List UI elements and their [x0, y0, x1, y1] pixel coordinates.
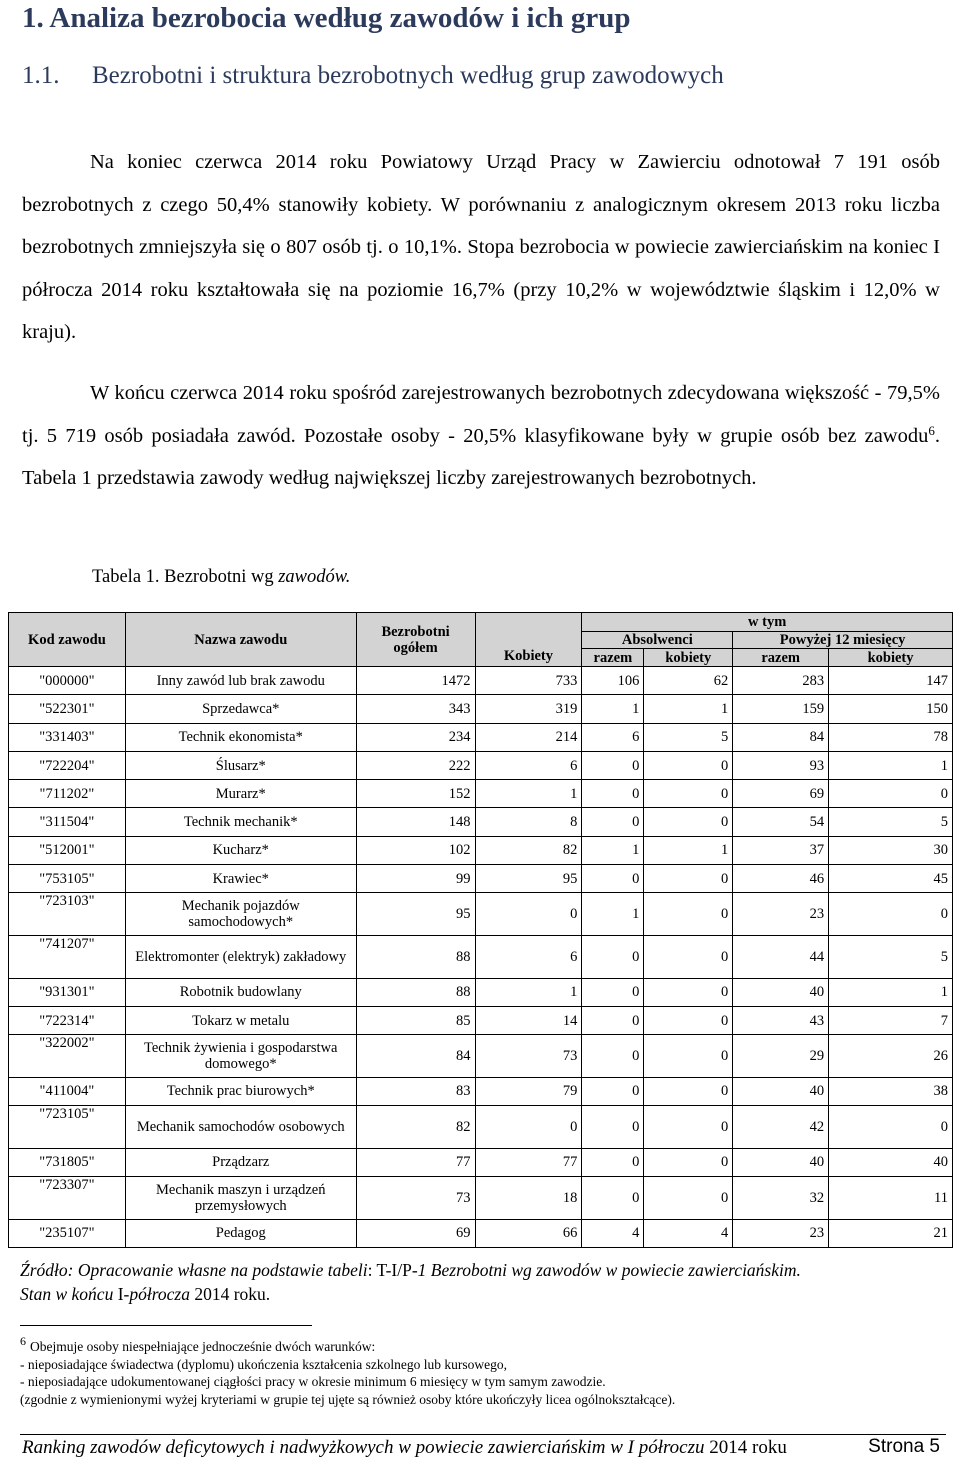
table-row — [9, 893, 953, 936]
cell-kobiety: 66 — [475, 1219, 582, 1247]
cell-dl-kobiety: 5 — [829, 808, 953, 836]
cell-abs-kobiety: 1 — [644, 695, 733, 723]
cell-ogolem: 234 — [356, 723, 475, 751]
cell-kod: "322002" — [9, 1035, 126, 1078]
source-d: I — [117, 1284, 124, 1304]
cell-kod: "331403" — [9, 723, 126, 751]
cell-dl-kobiety: 7 — [829, 1006, 953, 1034]
cell-kobiety: 8 — [475, 808, 582, 836]
cell-dl-kobiety: 0 — [829, 893, 953, 936]
cell-kobiety: 6 — [475, 751, 582, 779]
cell-kobiety: 18 — [475, 1176, 582, 1219]
cell-kod: "235107" — [9, 1219, 126, 1247]
cell-kobiety: 1 — [475, 978, 582, 1006]
cell-abs-kobiety: 5 — [644, 723, 733, 751]
table-row — [9, 723, 953, 751]
footnote-mark: 6 — [20, 1334, 26, 1348]
table-row — [9, 865, 953, 893]
cell-dl-kobiety: 0 — [829, 780, 953, 808]
header-absolwenci: Absolwenci — [582, 632, 733, 649]
footnote-separator — [20, 1325, 312, 1326]
cell-kobiety: 77 — [475, 1148, 582, 1176]
header-ogolem: Bezrobotni ogółem — [356, 613, 475, 667]
cell-dl-razem: 40 — [733, 1148, 829, 1176]
cell-abs-kobiety: 0 — [644, 1077, 733, 1105]
cell-dl-kobiety: 147 — [829, 667, 953, 695]
source-a: Źródło: Opracowanie własne na podstawie tabeli — [20, 1260, 368, 1280]
cell-abs-razem: 0 — [582, 1035, 644, 1078]
cell-nazwa: Technik prac biurowych* — [125, 1077, 356, 1105]
cell-kod: "311504" — [9, 808, 126, 836]
cell-nazwa: Mechanik samochodów osobowych — [125, 1106, 356, 1149]
cell-nazwa: Kucharz* — [125, 836, 356, 864]
caption-prefix: Tabela 1. Bezrobotni wg — [92, 567, 279, 587]
cell-ogolem: 1472 — [356, 667, 475, 695]
cell-kod: "722204" — [9, 751, 126, 779]
footnote-line-2: - nieposiadające świadectwa (dyplomu) ukończenia kształcenia szkolnego lub kursowego, — [20, 1356, 507, 1372]
cell-kobiety: 14 — [475, 1006, 582, 1034]
cell-kobiety: 0 — [475, 1106, 582, 1149]
cell-kod: "753105" — [9, 865, 126, 893]
header-w-tym: w tym — [582, 613, 953, 632]
cell-abs-razem: 0 — [582, 1006, 644, 1034]
cell-ogolem: 84 — [356, 1035, 475, 1078]
cell-abs-razem: 1 — [582, 695, 644, 723]
cell-kobiety: 82 — [475, 836, 582, 864]
cell-nazwa: Krawiec* — [125, 865, 356, 893]
table-row — [9, 1077, 953, 1105]
cell-abs-razem: 0 — [582, 1106, 644, 1149]
cell-nazwa: Murarz* — [125, 780, 356, 808]
cell-nazwa: Technik żywienia i gospodarstwa domowego* — [125, 1035, 356, 1078]
cell-kod: "723103" — [9, 893, 126, 936]
cell-dl-kobiety: 45 — [829, 865, 953, 893]
cell-abs-kobiety: 0 — [644, 808, 733, 836]
cell-ogolem: 73 — [356, 1176, 475, 1219]
cell-dl-razem: 32 — [733, 1176, 829, 1219]
cell-abs-kobiety: 0 — [644, 780, 733, 808]
header-abs-razem: razem — [582, 649, 644, 667]
cell-dl-razem: 23 — [733, 893, 829, 936]
cell-nazwa: Prządzarz — [125, 1148, 356, 1176]
cell-dl-kobiety: 0 — [829, 1106, 953, 1149]
cell-kobiety: 0 — [475, 893, 582, 936]
cell-dl-razem: 93 — [733, 751, 829, 779]
cell-abs-razem: 0 — [582, 751, 644, 779]
cell-dl-razem: 40 — [733, 978, 829, 1006]
cell-ogolem: 82 — [356, 1106, 475, 1149]
cell-nazwa: Pedagog — [125, 1219, 356, 1247]
section-heading: 1. Analiza bezrobocia według zawodów i ich grup — [22, 2, 631, 34]
table-row — [9, 1176, 953, 1219]
cell-abs-razem: 0 — [582, 1176, 644, 1219]
table-row — [9, 1106, 953, 1149]
cell-ogolem: 99 — [356, 865, 475, 893]
table-row — [9, 751, 953, 779]
paragraph-2 — [22, 372, 940, 500]
header-nazwa: Nazwa zawodu — [125, 613, 356, 667]
cell-abs-kobiety: 0 — [644, 1035, 733, 1078]
cell-dl-kobiety: 40 — [829, 1148, 953, 1176]
header-dl-razem: razem — [733, 649, 829, 667]
cell-abs-kobiety: 0 — [644, 893, 733, 936]
cell-dl-razem: 46 — [733, 865, 829, 893]
table-row — [9, 978, 953, 1006]
cell-nazwa: Technik ekonomista* — [125, 723, 356, 751]
cell-abs-razem: 1 — [582, 893, 644, 936]
footnote-line-3: - nieposiadające udokumentowanej ciągłości pracy w okresie minimum 6 miesięcy w tym samym zawodzie. — [20, 1374, 606, 1389]
footnote — [20, 1333, 950, 1408]
cell-ogolem: 222 — [356, 751, 475, 779]
cell-kobiety: 733 — [475, 667, 582, 695]
cell-kobiety: 73 — [475, 1035, 582, 1078]
cell-kobiety: 79 — [475, 1077, 582, 1105]
cell-ogolem: 152 — [356, 780, 475, 808]
cell-abs-razem: 0 — [582, 1077, 644, 1105]
cell-dl-kobiety: 26 — [829, 1035, 953, 1078]
header-dl-kobiety: kobiety — [829, 649, 953, 667]
footnote-line-4: (zgodnie z wymienionymi wyżej kryteriami w grupie tej ujęte są również osoby które ukończyły licea ogólnokształcące). — [20, 1391, 676, 1407]
source-note — [20, 1258, 820, 1306]
cell-abs-kobiety: 0 — [644, 1106, 733, 1149]
table-body — [9, 667, 953, 1248]
table-row — [9, 1219, 953, 1247]
cell-dl-razem: 37 — [733, 836, 829, 864]
subsection-title: Bezrobotni i struktura bezrobotnych według grup zawodowych — [92, 62, 724, 89]
cell-dl-kobiety: 38 — [829, 1077, 953, 1105]
cell-kod: "931301" — [9, 978, 126, 1006]
table-row — [9, 1035, 953, 1078]
cell-ogolem: 77 — [356, 1148, 475, 1176]
cell-kobiety: 1 — [475, 780, 582, 808]
page-number: Strona 5 — [868, 1436, 940, 1457]
cell-abs-razem: 1 — [582, 836, 644, 864]
footer-title-italic: Ranking zawodów deficytowych i nadwyżkowych w powiecie zawierciańskim w I półroczu — [22, 1437, 710, 1458]
cell-ogolem: 148 — [356, 808, 475, 836]
cell-dl-kobiety: 21 — [829, 1219, 953, 1247]
cell-kod: "741207" — [9, 935, 126, 978]
cell-nazwa: Sprzedawca* — [125, 695, 356, 723]
cell-dl-razem: 54 — [733, 808, 829, 836]
footer-separator — [20, 1434, 946, 1435]
cell-ogolem: 95 — [356, 893, 475, 936]
cell-kobiety: 319 — [475, 695, 582, 723]
cell-dl-razem: 159 — [733, 695, 829, 723]
cell-abs-kobiety: 0 — [644, 1148, 733, 1176]
cell-nazwa: Mechanik maszyn i urządzeń przemysłowych — [125, 1176, 356, 1219]
cell-nazwa: Tokarz w metalu — [125, 1006, 356, 1034]
cell-abs-kobiety: 62 — [644, 667, 733, 695]
cell-dl-razem: 42 — [733, 1106, 829, 1149]
cell-dl-razem: 29 — [733, 1035, 829, 1078]
cell-kobiety: 214 — [475, 723, 582, 751]
cell-dl-kobiety: 1 — [829, 751, 953, 779]
paragraph-1 — [22, 141, 940, 354]
subsection-heading — [22, 62, 724, 90]
header-kobiety: Kobiety — [475, 613, 582, 667]
cell-kod: "711202" — [9, 780, 126, 808]
cell-nazwa: Mechanik pojazdów samochodowych* — [125, 893, 356, 936]
table-row — [9, 935, 953, 978]
cell-abs-razem: 0 — [582, 935, 644, 978]
cell-dl-razem: 44 — [733, 935, 829, 978]
cell-abs-razem: 106 — [582, 667, 644, 695]
header-kod: Kod zawodu — [9, 613, 126, 667]
source-c: 1 Bezrobotni wg zawodów w powiecie zawierciańskim. Stan w końcu — [20, 1260, 801, 1304]
cell-kod: "731805" — [9, 1148, 126, 1176]
paragraph-1-text: Na koniec czerwca 2014 roku Powiatowy Urząd Pracy w Zawierciu odnotował 7 191 osób bezrobotnych z czego 50,4% stanowiły kobiety. W porównaniu z analogicznym okresem 2013 roku liczba bezrobotnych zmniejszyła się o 807 osób tj. o 10,1%. Stopa bezrobocia w powiecie zawierciańskim na koniec I półrocza 2014 roku kształtowała się na poziomie 16,7% (przy 10,2% w województwie śląskim i 12,0% w kraju). — [22, 151, 940, 343]
cell-kod: "722314" — [9, 1006, 126, 1034]
cell-abs-kobiety: 1 — [644, 836, 733, 864]
source-e: -półrocza — [123, 1284, 195, 1304]
cell-abs-kobiety: 0 — [644, 1006, 733, 1034]
unemployed-by-occupation-table — [8, 612, 953, 1248]
cell-abs-razem: 4 — [582, 1219, 644, 1247]
cell-dl-kobiety: 78 — [829, 723, 953, 751]
cell-nazwa: Robotnik budowlany — [125, 978, 356, 1006]
table-row — [9, 695, 953, 723]
footnote-reference[interactable]: 6 — [928, 422, 935, 438]
table-row — [9, 1148, 953, 1176]
cell-abs-razem: 0 — [582, 1148, 644, 1176]
cell-abs-kobiety: 0 — [644, 978, 733, 1006]
paragraph-2-text-b: . Tabela 1 przedstawia zawody według największej liczby zarejestrowanych bezrobotnych. — [22, 424, 940, 489]
header-abs-kobiety: kobiety — [644, 649, 733, 667]
cell-nazwa: Inny zawód lub brak zawodu — [125, 667, 356, 695]
cell-abs-razem: 0 — [582, 780, 644, 808]
cell-dl-razem: 84 — [733, 723, 829, 751]
cell-kod: "411004" — [9, 1077, 126, 1105]
table-caption — [92, 567, 350, 588]
cell-ogolem: 85 — [356, 1006, 475, 1034]
cell-nazwa: Technik mechanik* — [125, 808, 356, 836]
cell-kod: "723105" — [9, 1106, 126, 1149]
cell-dl-kobiety: 1 — [829, 978, 953, 1006]
cell-abs-razem: 6 — [582, 723, 644, 751]
cell-abs-kobiety: 4 — [644, 1219, 733, 1247]
cell-kobiety: 6 — [475, 935, 582, 978]
cell-abs-kobiety: 0 — [644, 1176, 733, 1219]
cell-dl-razem: 69 — [733, 780, 829, 808]
source-f: 2014 roku. — [194, 1284, 271, 1304]
table-row — [9, 1006, 953, 1034]
cell-abs-kobiety: 0 — [644, 751, 733, 779]
cell-dl-kobiety: 11 — [829, 1176, 953, 1219]
cell-abs-kobiety: 0 — [644, 865, 733, 893]
cell-nazwa: Ślusarz* — [125, 751, 356, 779]
cell-abs-razem: 0 — [582, 808, 644, 836]
cell-dl-kobiety: 5 — [829, 935, 953, 978]
subsection-number: 1.1. — [22, 62, 60, 89]
cell-abs-kobiety: 0 — [644, 935, 733, 978]
header-powyzej: Powyżej 12 miesięcy — [733, 632, 953, 649]
cell-ogolem: 83 — [356, 1077, 475, 1105]
table-row — [9, 836, 953, 864]
cell-ogolem: 343 — [356, 695, 475, 723]
source-b: : T-I/P- — [367, 1260, 418, 1280]
cell-dl-kobiety: 30 — [829, 836, 953, 864]
table-row — [9, 808, 953, 836]
cell-dl-razem: 40 — [733, 1077, 829, 1105]
table-row — [9, 667, 953, 695]
cell-ogolem: 88 — [356, 935, 475, 978]
cell-kod: "522301" — [9, 695, 126, 723]
footer-title-year: 2014 roku — [709, 1437, 787, 1458]
cell-kod: "512001" — [9, 836, 126, 864]
caption-italic: zawodów. — [278, 567, 351, 587]
table-row — [9, 780, 953, 808]
paragraph-2-text-a: W końcu czerwca 2014 roku spośród zarejestrowanych bezrobotnych zdecydowana większość - 79,5% tj. 5 719 osób posiadała zawód. Pozostałe osoby - 20,5% klasyfikowane były w grupie osób bez zawodu — [22, 382, 940, 447]
cell-kobiety: 95 — [475, 865, 582, 893]
cell-dl-razem: 23 — [733, 1219, 829, 1247]
cell-ogolem: 69 — [356, 1219, 475, 1247]
cell-abs-razem: 0 — [582, 978, 644, 1006]
cell-kod: "000000" — [9, 667, 126, 695]
cell-abs-razem: 0 — [582, 865, 644, 893]
cell-ogolem: 102 — [356, 836, 475, 864]
footer-title — [22, 1437, 787, 1459]
cell-nazwa: Elektromonter (elektryk) zakładowy — [125, 935, 356, 978]
footnote-line-1: Obejmuje osoby niespełniające jednocześnie dwóch warunków: — [30, 1339, 376, 1354]
cell-kod: "723307" — [9, 1176, 126, 1219]
cell-dl-razem: 283 — [733, 667, 829, 695]
cell-dl-razem: 43 — [733, 1006, 829, 1034]
cell-dl-kobiety: 150 — [829, 695, 953, 723]
cell-ogolem: 88 — [356, 978, 475, 1006]
